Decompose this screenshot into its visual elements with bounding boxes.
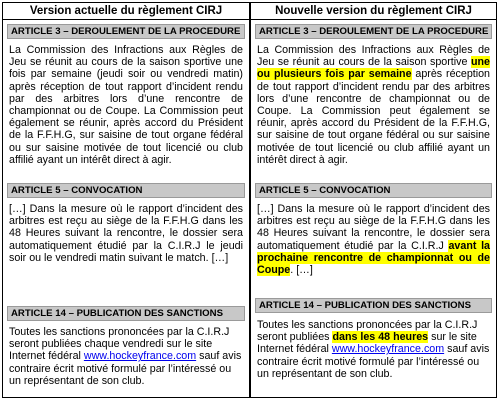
new-version-header: Nouvelle version du règlement CIRJ xyxy=(251,3,496,20)
current-version-column xyxy=(3,3,249,397)
right-article-14-text-part2: sur le site Internet fédéral xyxy=(257,331,477,356)
left-article-3-title: ARTICLE 3 – DEROULEMENT DE LA PROCEDURE xyxy=(7,24,245,39)
right-article-5-text-part2: . […] xyxy=(290,264,313,277)
right-article-3-title: ARTICLE 3 – DEROULEMENT DE LA PROCEDURE xyxy=(255,24,492,39)
right-article-5-title: ARTICLE 5 – CONVOCATION xyxy=(255,183,492,198)
right-article-5-highlight: avant la prochaine rencontre de championnat ou de Coupe xyxy=(257,239,490,277)
right-article-3-text-part1: La Commission des Infractions aux Règles de Jeu se réunit au cours de la saison sportive xyxy=(257,44,490,69)
right-article-14-highlight: dans les 48 heures xyxy=(332,331,429,344)
new-version-column xyxy=(251,3,496,397)
left-article-5-text: […] Dans la mesure où le rapport d’incident des arbitres est reçu au siège de la F.F.H.G dans les 48 Heures suivant la rencontre, le dossier sera automatiquement étudié par la C.I.R.J le jeudi soir ou le vendredi matin suivant le match. […] xyxy=(9,203,243,264)
comparison-table xyxy=(2,2,497,398)
right-article-3-text xyxy=(257,44,490,166)
right-article-14-text-part1: Toutes les sanctions prononcées par la C.I.R.J seront publiées xyxy=(257,319,478,344)
left-article-14-title: ARTICLE 14 – PUBLICATION DES SANCTIONS xyxy=(7,306,245,321)
left-article-5-title: ARTICLE 5 – CONVOCATION xyxy=(7,183,245,198)
left-article-14-text xyxy=(9,326,243,387)
right-article-5-text xyxy=(257,203,490,276)
current-version-header: Version actuelle du règlement CIRJ xyxy=(3,3,249,20)
right-article-14-title: ARTICLE 14 – PUBLICATION DES SANCTIONS xyxy=(255,298,492,313)
right-article-3-text-part2: après réception de tout rapport d’incident rendu par des arbitres lors d’une rencontre de championnat ou de Coupe. La Commission peut également se réunir, après accord du Président de la F.F.H.G, sur saisine de tout organe fédéral ou sur saisine motivée de tout licencié ou club affilié ayant un intérêt direct à agir. xyxy=(257,68,491,166)
right-article-3-highlight: une ou plusieurs fois par semaine xyxy=(257,56,490,81)
right-article-14-text xyxy=(257,319,490,380)
hockeyfrance-link[interactable]: www.hockeyfrance.com xyxy=(83,350,197,363)
hockeyfrance-link[interactable]: www.hockeyfrance.com xyxy=(331,343,445,356)
left-article-14-text-part2: sauf avis contraire écrit motivé formulé par l’intéressé ou un représentant de son club. xyxy=(9,350,242,387)
right-article-14-text-part3: sauf avis contraire écrit motivé formulé par l’intéressé ou un représentant de son club. xyxy=(257,343,490,380)
right-article-5-text-part1: […] Dans la mesure où le rapport d’incident des arbitres est reçu au siège de la F.F.H.G dans les 48 Heures suivant la rencontre, le dossier sera automatiquement étudié par la C.I.R.J xyxy=(257,203,490,252)
left-article-3-text: La Commission des Infractions aux Règles de Jeu se réunit au cours de la saison sportive une fois par semaine (jeudi soir ou vendredi matin) après réception de tout rapport d’incident rendu par des arbitres lors d’une rencontre de championnat ou de Coupe. La Commission peut également se réunir, après accord du Président de la F.F.H.G, sur saisine de tout organe fédéral ou sur saisine motivée de tout licencié ou club affilié ayant un intérêt direct à agir. xyxy=(9,44,243,166)
left-article-14-text-part1: Toutes les sanctions prononcées par la C.I.R.J seront publiées chaque vendredi sur le site Internet fédéral xyxy=(9,326,230,363)
